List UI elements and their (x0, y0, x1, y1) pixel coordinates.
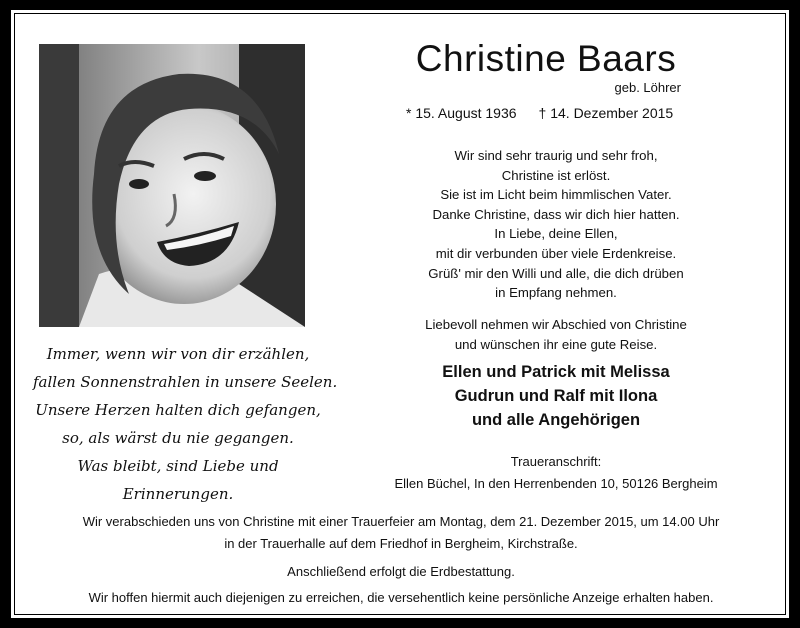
family-line: Ellen und Patrick mit Melissa (442, 363, 670, 381)
poem-line: Unsere Herzen halten dich gefangen, (35, 401, 321, 419)
farewell-line: Liebevoll nehmen wir Abschied von Christine (425, 317, 687, 332)
portrait-photo (39, 44, 305, 327)
memorial-poem (33, 340, 338, 508)
ceremony-notice: Wir verabschieden uns von Christine mit einer Trauerfeier am Montag, dem 21. Dezember 2015, um 14.00 Uhr (82, 514, 720, 529)
verse-line: Christine ist erlöst. (501, 167, 611, 183)
maiden-name: geb. Löhrer (614, 80, 681, 95)
burial-notice: Anschließend erfolgt die Erdbestattung. (287, 564, 515, 579)
poem-line: fallen Sonnenstrahlen in unsere Seelen. (33, 373, 338, 391)
deceased-name: Christine Baars (415, 38, 677, 79)
ceremony-location: in der Trauerhalle auf dem Friedhof in Bergheim, Kirchstraße. (224, 536, 578, 551)
verse-line: In Liebe, deine Ellen, (494, 226, 618, 242)
family-line: Gudrun und Ralf mit Ilona (454, 387, 658, 405)
death-date: † 14. Dezember 2015 (538, 105, 674, 121)
verse-line: Grüß' mir den Willi und alle, die dich drüben (428, 265, 684, 281)
verse-line: Sie ist im Licht beim himmlischen Vater. (440, 187, 672, 203)
verse-line: mit dir verbunden über viele Erdenkreise. (435, 245, 677, 261)
family-line: und alle Angehörigen (471, 411, 641, 429)
reach-notice: Wir hoffen hiermit auch diejenigen zu erreichen, die versehentlich keine persönliche Anzeige erhalten haben. (88, 590, 714, 605)
farewell-line: und wünschen ihr eine gute Reise. (454, 336, 658, 352)
farewell-text (391, 315, 721, 354)
obituary-frame (10, 9, 790, 619)
birth-date: * 15. August 1936 (406, 105, 517, 121)
memorial-verse (391, 146, 721, 303)
verse-line: in Empfang nehmen. (495, 285, 617, 301)
verse-line: Danke Christine, dass wir dich hier hatten. (432, 206, 680, 222)
poem-line: so, als wärst du nie gegangen. (62, 429, 294, 447)
verse-line: Wir sind sehr traurig und sehr froh, (454, 148, 658, 163)
poem-line: Erinnerungen. (122, 485, 234, 503)
poem-line: Immer, wenn wir von dir erzählen, (46, 345, 310, 363)
address-value: Ellen Büchel, In den Herrenbenden 10, 50126 Bergheim (394, 476, 718, 491)
address-label: Traueranschrift: (510, 454, 602, 469)
family-names (391, 360, 721, 432)
portrait-photo-icon (39, 44, 305, 327)
poem-line: Was bleibt, sind Liebe und (77, 457, 279, 475)
life-dates (406, 105, 673, 121)
